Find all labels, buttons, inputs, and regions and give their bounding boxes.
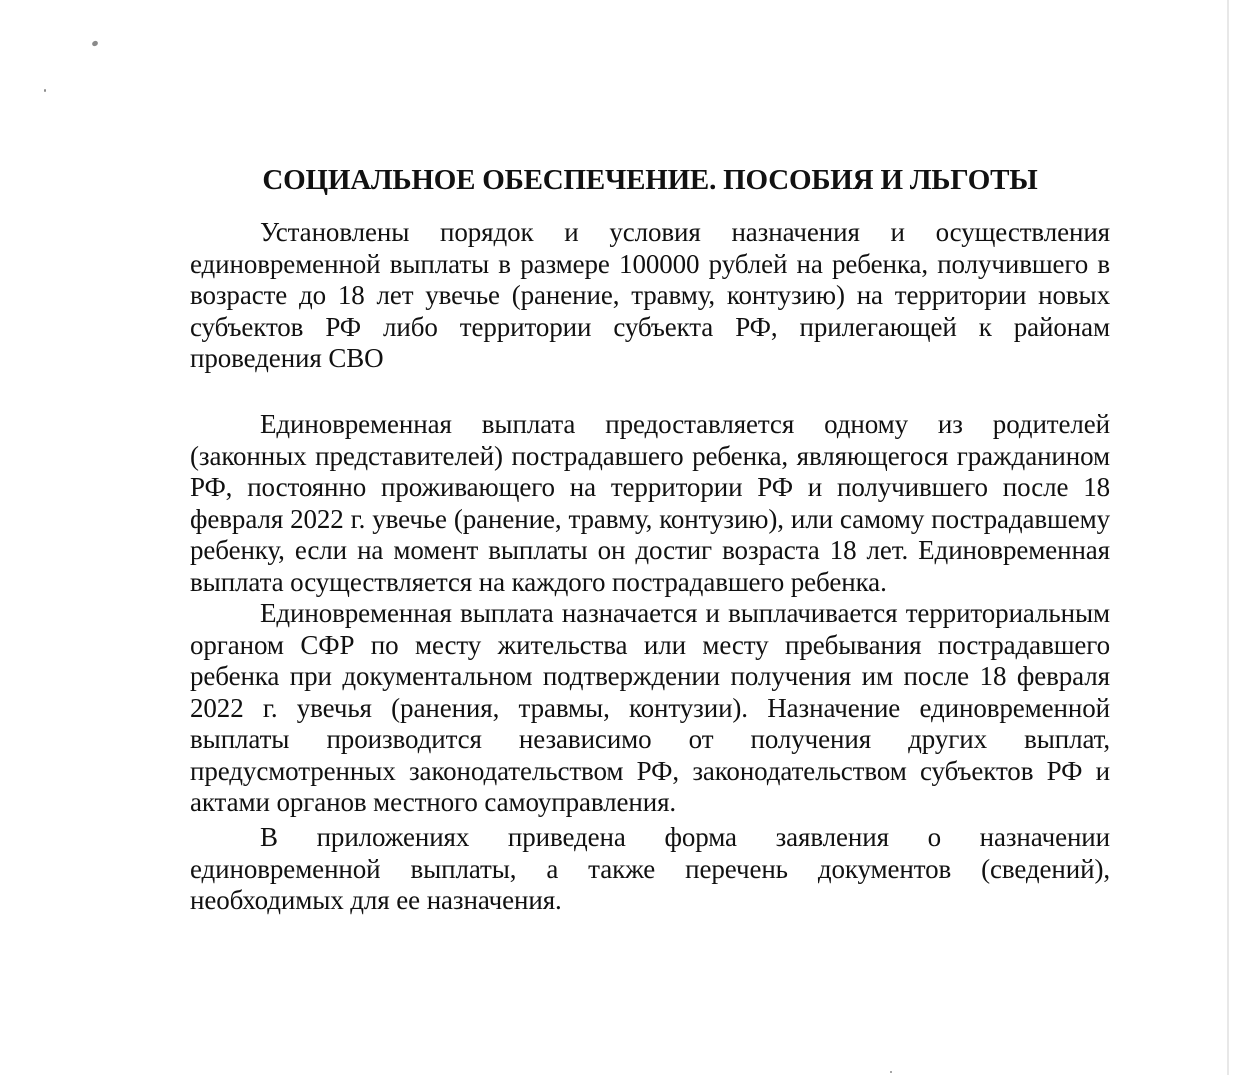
scan-speck — [91, 40, 99, 47]
scan-edge-shadow — [1227, 0, 1229, 1075]
paragraph-payment-conditions: Установлены порядок и условия назначения и осуществления единовременной выплаты в размере 100000 рублей на ребенка, получившего в возрасте до 18 лет увечье (ранение, травму, контузию) на территории новых субъектов РФ либо территории субъекта РФ, прилегающей к районам проведения СВО — [190, 217, 1110, 373]
document-title: СОЦИАЛЬНОЕ ОБЕСПЕЧЕНИЕ. ПОСОБИЯ И ЛЬГОТЫ — [262, 164, 1038, 196]
scan-speck — [44, 89, 46, 92]
paragraph-appendices: В приложениях приведена форма заявления о назначении единовременной выплаты, а также перечень документов (сведений), необходимых для ее назначения. — [190, 822, 1110, 915]
scan-speck — [890, 1071, 892, 1073]
paragraph-recipients: Единовременная выплата предоставляется одному из родителей (законных представителей) пострадавшего ребенка, являющегося гражданином РФ, постоянно проживающего на территории РФ и получившего после 18 февраля 2022 г. увечье (ранение, травму, контузию), или самому пострадавшему ребенку, если на момент выплаты он достиг возраста 18 лет. Единовременная выплата осуществляется на каждого пострадавшего ребенка. — [190, 409, 1110, 597]
paragraph-assignment-authority: Единовременная выплата назначается и выплачивается территориальным органом СФР по месту жительства или месту пребывания пострадавшего ребенка при документальном подтверждении получения им после 18 февраля 2022 г. увечья (ранения, травмы, контузии). Назначение единовременной выплаты производится независимо от получения других выплат, предусмотренных законодательством РФ, законодательством субъектов РФ и актами органов местного самоуправления. — [190, 598, 1110, 817]
